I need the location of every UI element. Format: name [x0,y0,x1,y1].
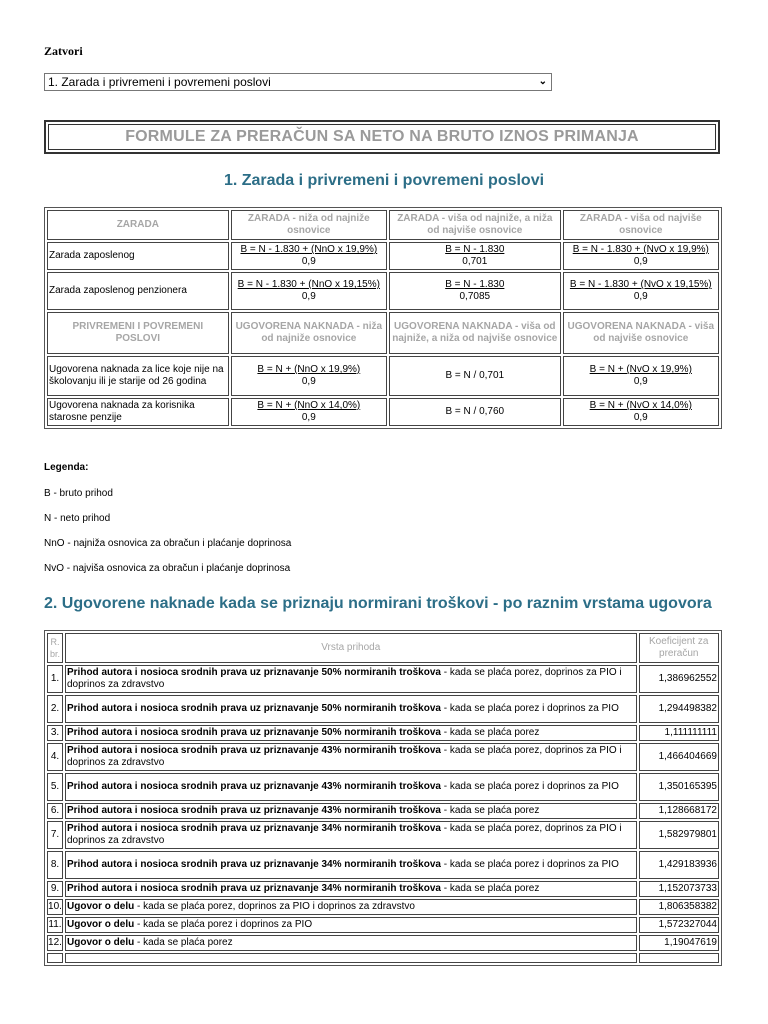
row-description-bold: Prihod autora i nosioca srodnih prava uz priznavanje 43% normiranih troškova [67,781,441,792]
row-description [65,743,637,771]
row-number: 1. [47,665,63,693]
row-label: Ugovorena naknada za lice koje nije na školovanju ili je starije od 26 godina [47,356,229,396]
row-description [65,851,637,879]
row-coefficient: 1,111111111 [639,725,720,741]
row-description-bold: Prihod autora i nosioca srodnih prava uz priznavanje 43% normiranih troškova [67,745,441,756]
row-number: 6. [47,803,63,819]
row-label: Zarada zaposlenog penzionera [47,272,229,310]
formula-cell: B = N + (NvO x 14,0%) 0,9 [563,398,719,426]
row-description-bold: Ugovor o delu [67,937,135,948]
row-description [65,935,637,951]
row-description [65,899,637,915]
row-description [65,725,637,741]
formula-cell: B = N - 1.830 0,701 [389,242,561,270]
row-description-rest: - kada se plaća porez, doprinos za PIO i doprinos za zdravstvo [67,667,622,690]
header-cell: ZARADA - niža od najniže osnovice [231,210,387,240]
formula-cell: B = N - 1.830 + (NnO x 19,9%) 0,9 [231,242,387,270]
table-row [47,821,719,849]
row-coefficient: 1,128668172 [639,803,720,819]
row-coefficient: 1,152073733 [639,881,720,897]
row-description [65,917,637,933]
close-link[interactable]: Zatvori [44,44,83,58]
row-description [65,695,637,723]
row-description-bold: Prihod autora i nosioca srodnih prava uz priznavanje 34% normiranih troškova [67,859,441,870]
table-row [47,665,719,693]
row-description-bold: Prihod autora i nosioca srodnih prava uz priznavanje 50% normiranih troškova [67,703,441,714]
header-cell: ZARADA - viša od najviše osnovice [563,210,719,240]
formula-cell: B = N - 1.830 + (NnO x 19,15%) 0,9 [231,272,387,310]
row-description-rest: - kada se plaća porez, doprinos za PIO i doprinos za zdravstvo [67,745,622,768]
formula-cell: B = N - 1.830 0,7085 [389,272,561,310]
row-description [65,665,637,693]
chevron-down-icon: ⌄ [538,76,547,87]
row-number: 2. [47,695,63,723]
row-number: 10. [47,899,63,915]
row-coefficient: 1,350165395 [639,773,720,801]
row-number: 3. [47,725,63,741]
row-description-bold: Prihod autora i nosioca srodnih prava uz priznavanje 34% normiranih troškova [67,823,441,834]
legend-item: NvO - najviša osnovica za obračun i plaćanje doprinosa [44,563,291,574]
row-description-rest: - kada se plaća porez, doprinos za PIO i doprinos za zdravstvo [67,823,622,846]
header-cell: PRIVREMENI I POVREMENI POSLOVI [47,312,229,354]
formula-cell: B = N + (NnO x 19,9%) 0,9 [231,356,387,396]
table-row [47,773,719,801]
table-row [47,917,719,933]
header-cell: UGOVORENA NAKNADA - niža od najniže osnovice [231,312,387,354]
row-number: 12. [47,935,63,951]
row-label: Zarada zaposlenog [47,242,229,270]
formula-cell: B = N / 0,760 [389,398,561,426]
row-description-bold: Prihod autora i nosioca srodnih prava uz priznavanje 50% normiranih troškova [67,727,441,738]
row-description-rest: - kada se plaća porez [440,805,540,816]
row-coefficient: 1,294498382 [639,695,720,723]
row-description [65,821,637,849]
table-row [47,725,719,741]
table-row [47,881,719,897]
select-value: 1. Zarada i privremeni i povremeni poslovi [48,75,271,89]
row-description-bold: Ugovor o delu [67,901,135,912]
formula-cell: B = N / 0,701 [389,356,561,396]
row-coefficient: 1,19047619 [639,935,720,951]
row-coefficient: 1,386962552 [639,665,720,693]
header-cell: UGOVORENA NAKNADA - viša od najviše osnovice [563,312,719,354]
legend-item: B - bruto prihod [44,488,113,499]
formula-cell: B = N + (NnO x 14,0%) 0,9 [231,398,387,426]
header-cell: UGOVORENA NAKNADA - viša od najniže, a niža od najviše osnovice [389,312,561,354]
header-cell: ZARADA - viša od najniže, a niža od najviše osnovice [389,210,561,240]
header-cell: ZARADA [47,210,229,240]
table-row [47,803,719,819]
coefficient-table [44,630,722,966]
row-number: 4. [47,743,63,771]
formula-cell: B = N - 1.830 + (NvO x 19,9%) 0,9 [563,242,719,270]
legend-item: N - neto prihod [44,513,111,524]
table-row [47,899,719,915]
row-description-bold: Ugovor o delu [67,919,135,930]
row-number: 8. [47,851,63,879]
banner-title: FORMULE ZA PRERAČUN SA NETO NA BRUTO IZNOS PRIMANJA [48,124,716,150]
row-description [65,881,637,897]
row-description-rest: - kada se plaća porez [440,727,540,738]
header-cell: Vrsta prihoda [65,633,637,663]
row-description-rest: - kada se plaća porez, doprinos za PIO i doprinos za zdravstvo [134,901,415,912]
row-description-rest: - kada se plaća porez [440,883,540,894]
table-row [47,695,719,723]
section1-title: 1. Zarada i privremeni i povremeni poslovi [223,172,545,189]
banner [44,120,720,154]
row-description-rest: - kada se plaća porez i doprinos za PIO [440,703,619,714]
row-description-rest: - kada se plaća porez i doprinos za PIO [134,919,313,930]
row-description-rest: - kada se plaća porez i doprinos za PIO [440,781,619,792]
row-label: Ugovorena naknada za korisnika starosne penzije [47,398,229,426]
row-number: 7. [47,821,63,849]
header-cell: R. br. [47,633,63,663]
row-description [65,773,637,801]
legend-item: NnO - najniža osnovica za obračun i plaćanje doprinosa [44,538,292,549]
row-description-bold: Prihod autora i nosioca srodnih prava uz priznavanje 34% normiranih troškova [67,883,441,894]
row-coefficient: 1,429183936 [639,851,720,879]
header-cell: Koeficijent za preračun [639,633,720,663]
row-description-bold: Prihod autora i nosioca srodnih prava uz priznavanje 50% normiranih troškova [67,667,441,678]
row-coefficient: 1,466404669 [639,743,720,771]
row-description-rest: - kada se plaća porez [134,937,233,948]
row-coefficient: 1,572327044 [639,917,720,933]
table-row [47,953,719,963]
table-row [47,935,719,951]
row-number: 5. [47,773,63,801]
formula-cell: B = N + (NvO x 19,9%) 0,9 [563,356,719,396]
formula-table [44,207,722,429]
row-coefficient: 1,582979801 [639,821,720,849]
row-number: 9. [47,881,63,897]
table-row [47,743,719,771]
formula-cell: B = N - 1.830 + (NvO x 19,15%) 0,9 [563,272,719,310]
legend-title: Legenda: [44,462,89,473]
row-description-bold: Prihod autora i nosioca srodnih prava uz priznavanje 43% normiranih troškova [67,805,441,816]
section2-title: 2. Ugovorene naknade kada se priznaju normirani troškovi - po raznim vrstama ugovora [44,595,712,612]
row-description-rest: - kada se plaća porez i doprinos za PIO [440,859,619,870]
row-coefficient: 1,806358382 [639,899,720,915]
row-number: 11. [47,917,63,933]
row-description [65,803,637,819]
section-select[interactable] [44,73,552,91]
table-row [47,851,719,879]
